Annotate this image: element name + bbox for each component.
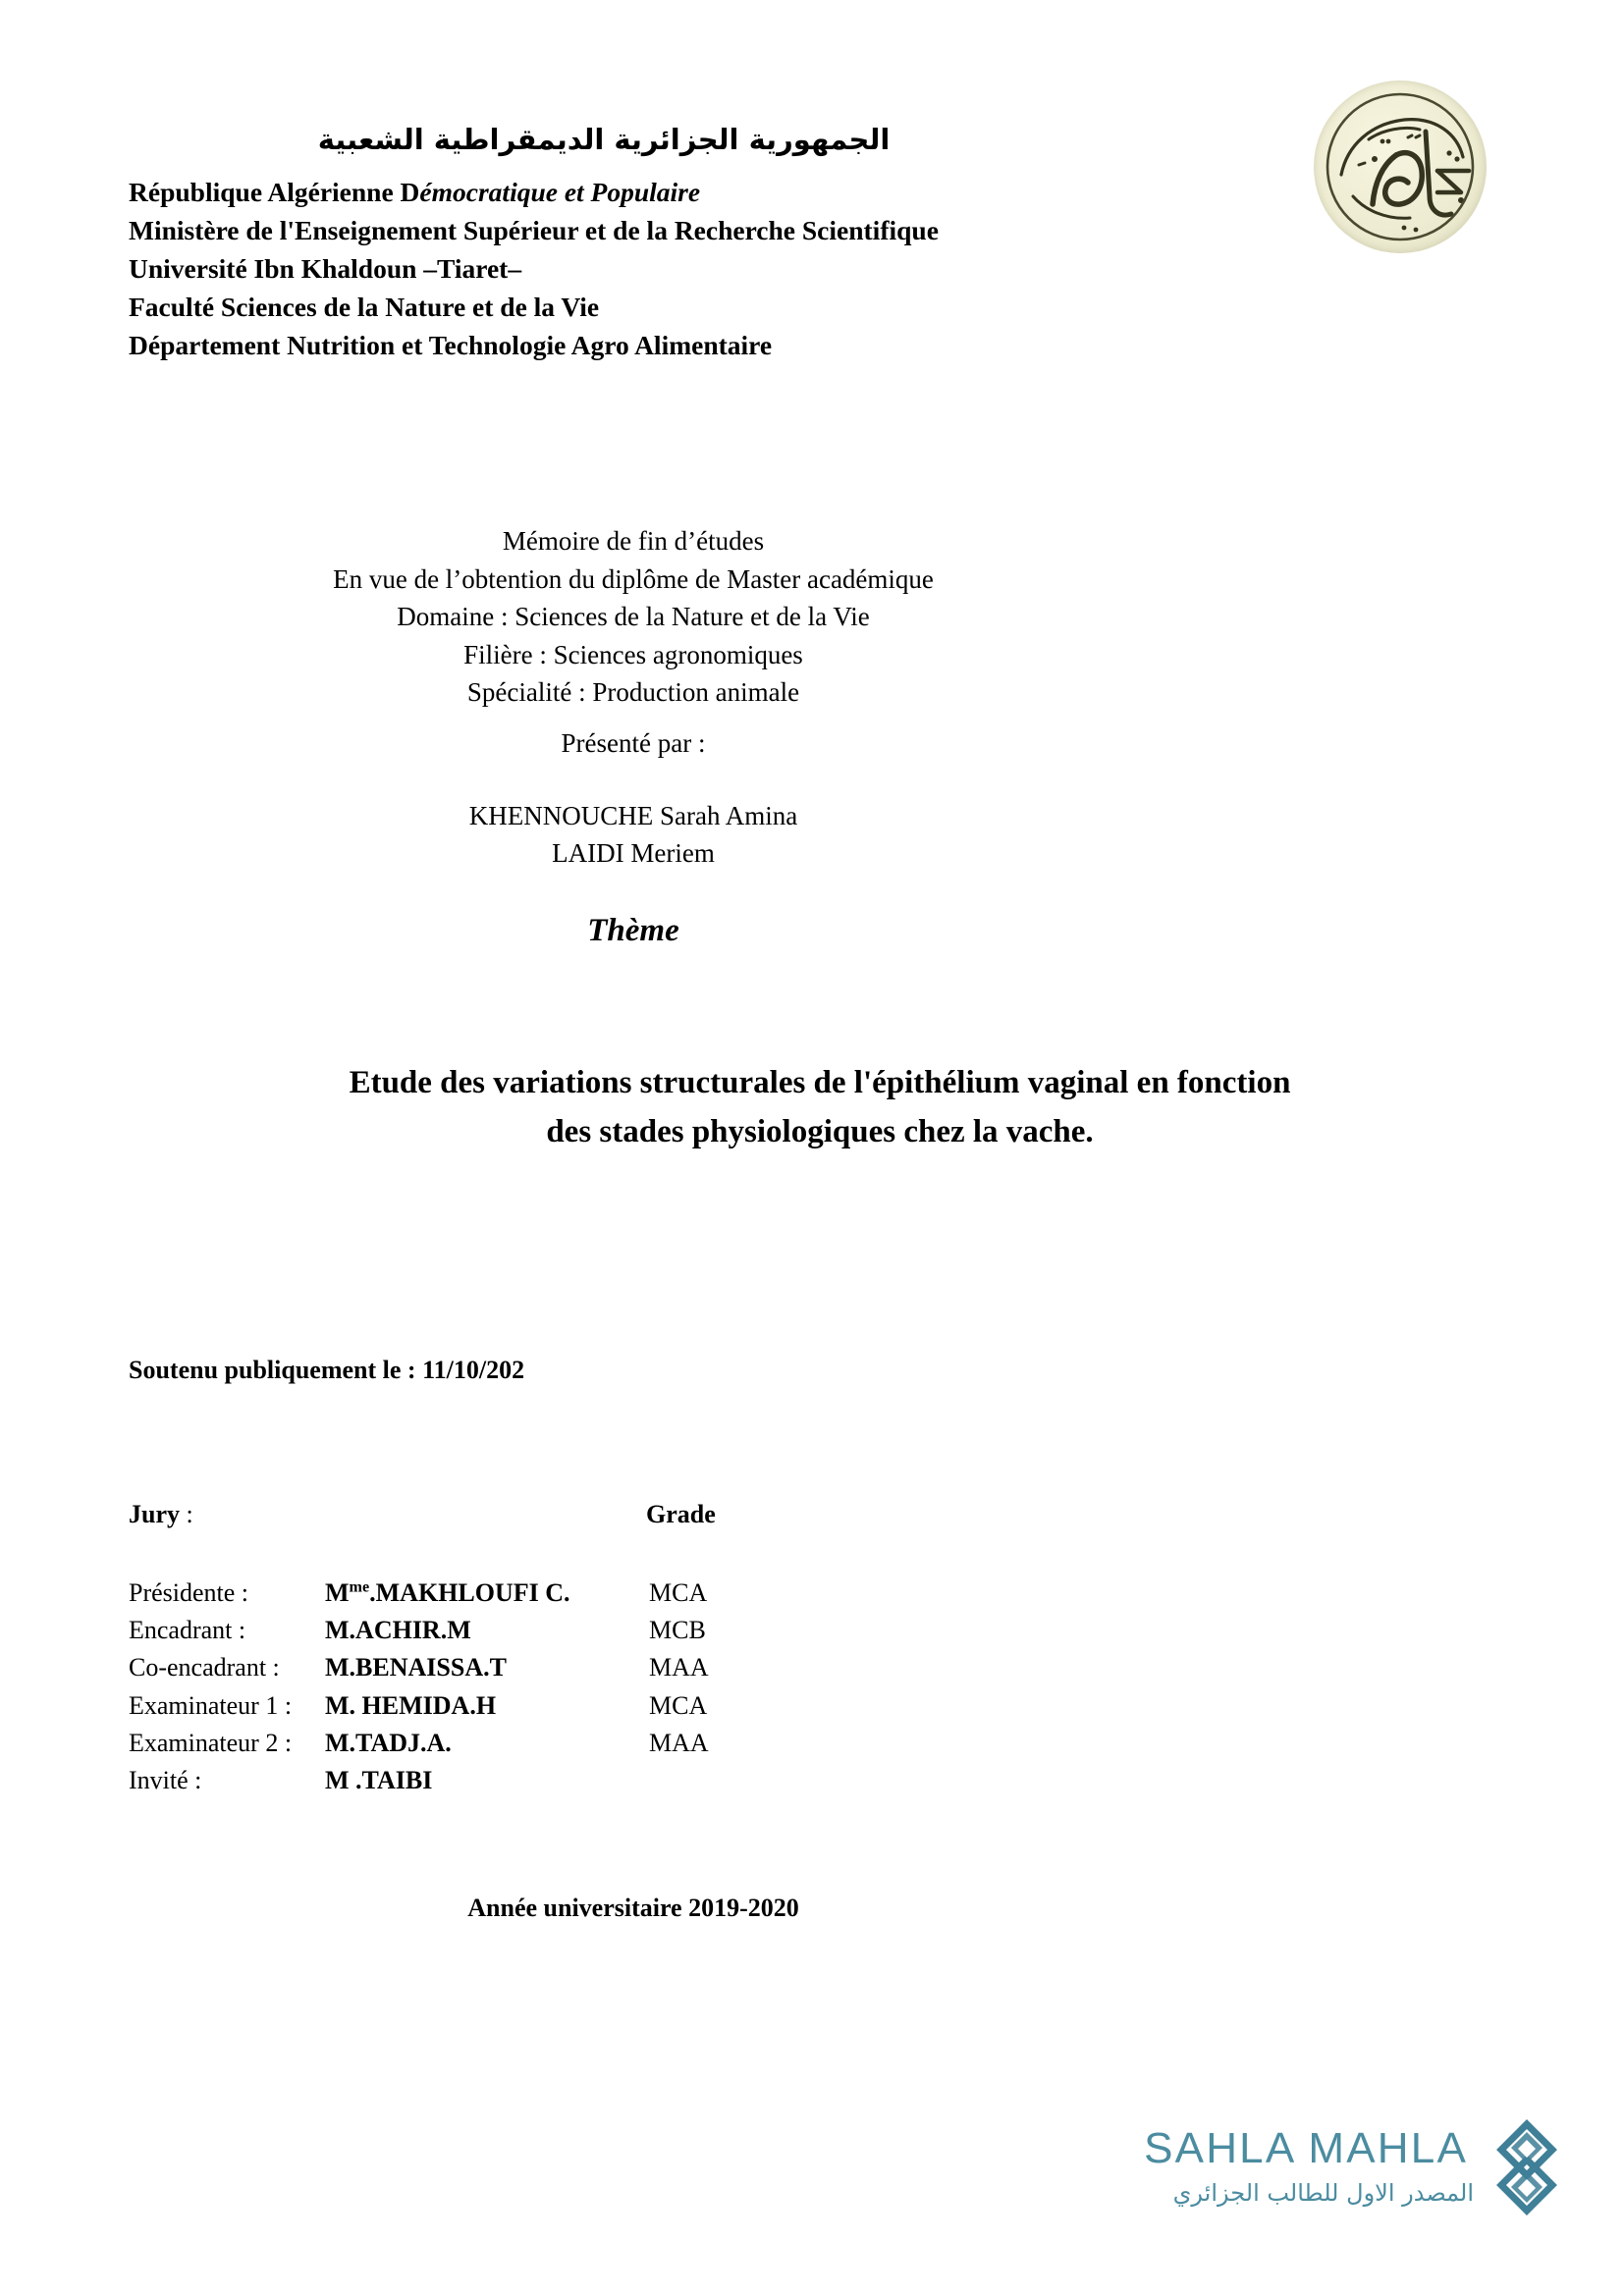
defense-date xyxy=(129,1356,524,1385)
presented-by-label: Présenté par : xyxy=(561,728,706,758)
jury-table xyxy=(129,1575,875,1799)
jury-row xyxy=(129,1687,875,1725)
jury-heading xyxy=(129,1500,193,1529)
jury-role: Examinateur 1 : xyxy=(129,1690,293,1720)
jury-grade: MCA xyxy=(649,1690,708,1720)
university-seal-logo xyxy=(1314,80,1487,253)
jury-name-superscript: me xyxy=(349,1578,370,1596)
institution-line-republic-italic: émocratique et Populaire xyxy=(419,177,701,207)
jury-grade: MAA xyxy=(649,1728,709,1757)
degree-line-memoire: Mémoire de fin d’études xyxy=(502,526,765,556)
thesis-title-line-2: des stades physiologiques chez la vache. xyxy=(546,1114,1094,1150)
jury-row xyxy=(129,1649,875,1686)
authors-block xyxy=(0,797,1267,873)
watermark-subtitle: المصدر الاول للطالب الجزائري xyxy=(1172,2179,1474,2207)
degree-line-filiere: Filière : Sciences agronomiques xyxy=(463,639,803,669)
theme-label: Thème xyxy=(587,913,679,948)
institution-line-department: Département Nutrition et Technologie Agro Alimentaire xyxy=(129,330,773,361)
jury-row xyxy=(129,1575,875,1612)
sahla-mahla-watermark xyxy=(1144,2118,1576,2246)
jury-name-text: .MAKHLOUFI C. xyxy=(369,1578,570,1607)
jury-member-name: M. HEMIDA.H xyxy=(325,1690,497,1720)
degree-line-obtention: En vue de l’obtention du diplôme de Master académique xyxy=(333,563,934,594)
jury-role: Encadrant : xyxy=(129,1616,246,1645)
author-name-2: LAIDI Meriem xyxy=(552,838,715,869)
jury-name-prefix: M xyxy=(325,1578,350,1607)
jury-role: Présidente : xyxy=(129,1578,249,1607)
grade-column-header: Grade xyxy=(646,1500,716,1528)
institution-line-republic xyxy=(129,173,939,211)
institution-line-ministry: Ministère de l'Enseignement Supérieur et de la Recherche Scientifique xyxy=(129,215,939,246)
jury-role: Examinateur 2 : xyxy=(129,1728,293,1757)
institution-block xyxy=(129,173,939,364)
jury-member-name: M.TADJ.A. xyxy=(325,1728,452,1757)
degree-block xyxy=(0,522,1267,712)
watermark-title: SAHLA MAHLA xyxy=(1144,2124,1468,2172)
degree-line-specialite: Spécialité : Production animale xyxy=(466,677,800,708)
jury-member-name: M.ACHIR.M xyxy=(325,1616,471,1645)
defense-date-value: 11/10/202 xyxy=(422,1356,525,1384)
jury-heading-word: Jury xyxy=(129,1500,180,1528)
jury-grade: MCB xyxy=(649,1616,706,1645)
jury-member-name xyxy=(325,1575,649,1612)
institution-line-faculty: Faculté Sciences de la Nature et de la Vie xyxy=(129,292,600,323)
jury-row xyxy=(129,1612,875,1649)
thesis-title-line-1: Etude des variations structurales de l'épithélium vaginal en fonction xyxy=(349,1065,1291,1100)
defense-date-label: Soutenu publiquement le : xyxy=(129,1356,423,1384)
arabic-republic-header: الجمهورية الجزائرية الديمقراطية الشعبية xyxy=(317,123,891,156)
institution-line-university: Université Ibn Khaldoun –Tiaret– xyxy=(129,253,522,285)
sahla-mahla-diamond-icon xyxy=(1482,2116,1572,2218)
degree-line-domaine: Domaine : Sciences de la Nature et de la Vie xyxy=(397,602,870,632)
jury-row xyxy=(129,1762,875,1799)
jury-grade xyxy=(649,1762,875,1799)
thesis-title xyxy=(187,1058,1453,1156)
jury-grade: MCA xyxy=(649,1578,708,1607)
jury-role: Invité : xyxy=(129,1766,202,1795)
jury-row xyxy=(129,1725,875,1762)
jury-member-name: M.BENAISSA.T xyxy=(325,1653,507,1682)
jury-grade: MAA xyxy=(649,1653,709,1682)
jury-role: Co-encadrant : xyxy=(129,1653,280,1682)
jury-heading-colon: : xyxy=(180,1500,193,1528)
jury-member-name: M .TAIBI xyxy=(325,1766,433,1795)
institution-line-republic-text: République Algérienne D xyxy=(129,177,420,207)
author-name-1: KHENNOUCHE Sarah Amina xyxy=(468,801,798,830)
academic-year: Année universitaire 2019-2020 xyxy=(467,1894,799,1922)
